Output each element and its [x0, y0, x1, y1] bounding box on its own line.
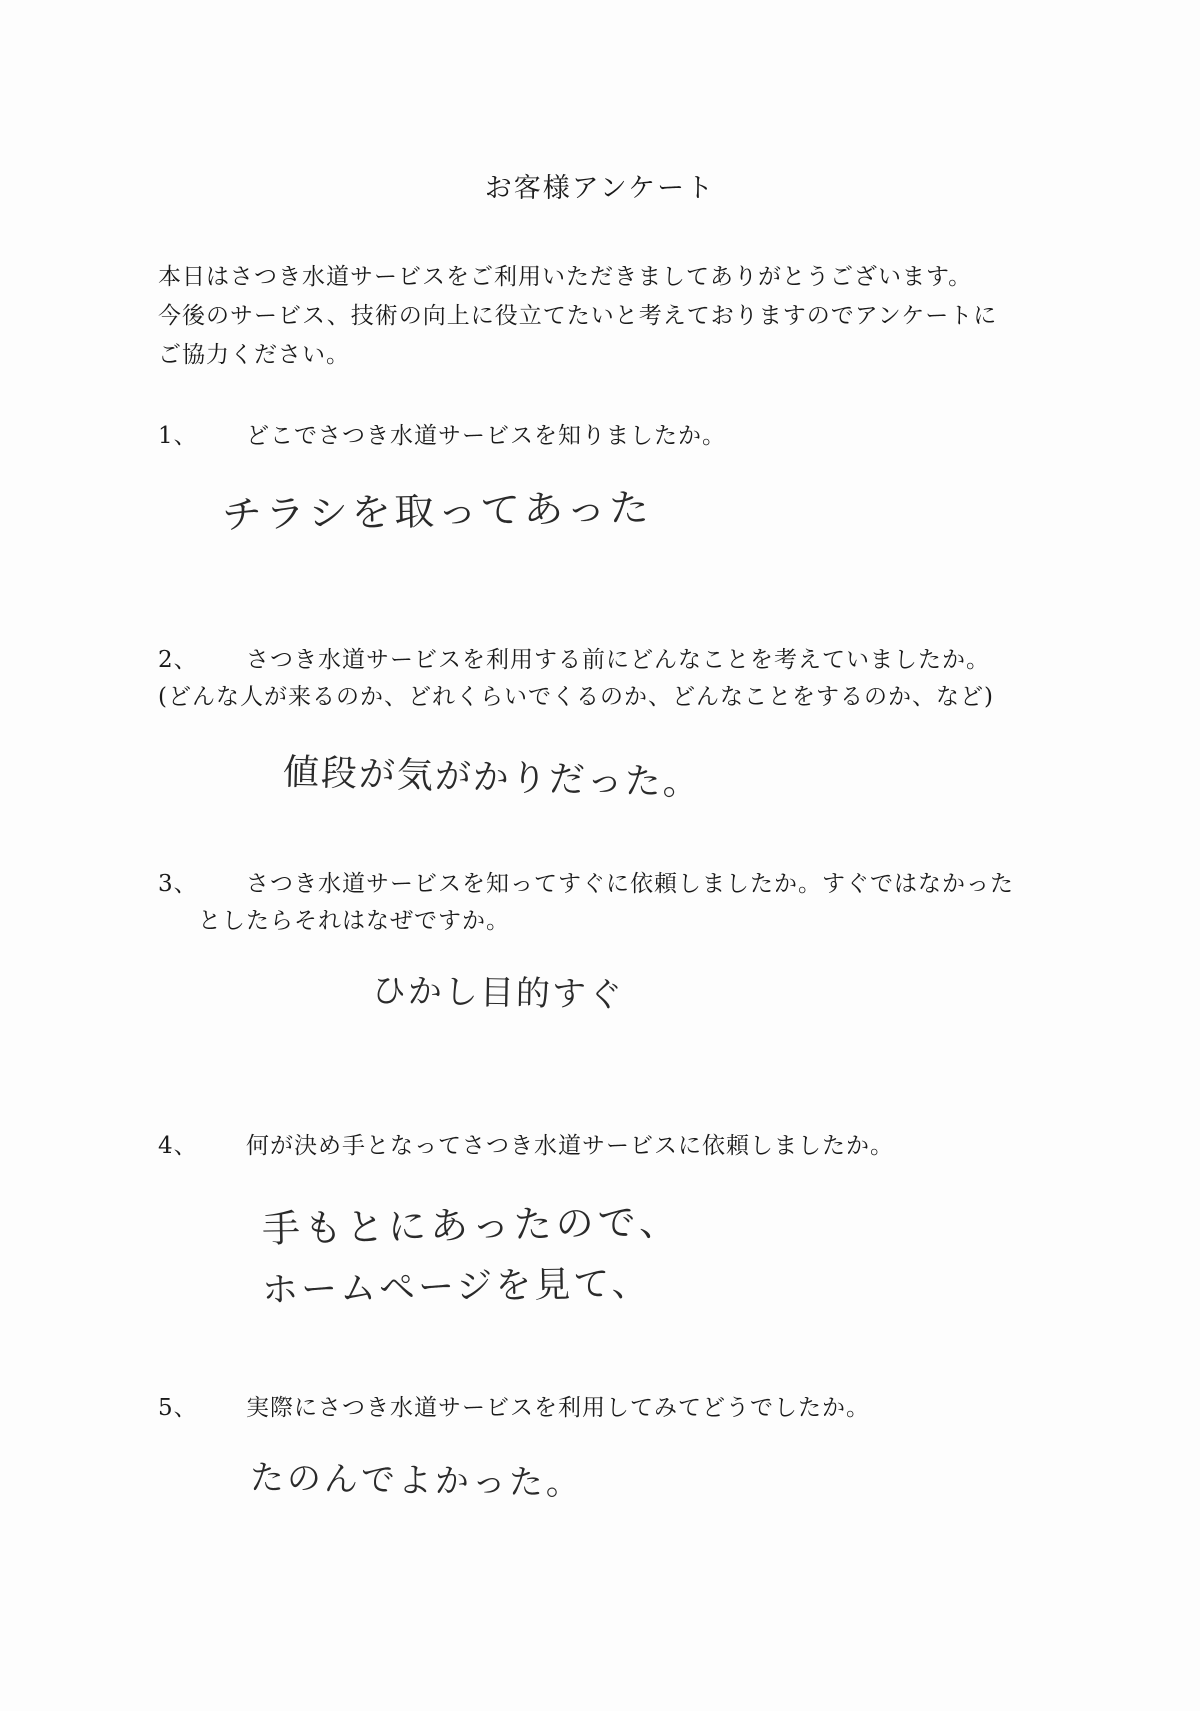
intro-line: ご協力ください。	[158, 342, 350, 368]
intro-text	[158, 258, 1058, 375]
answer-1-handwritten: チラシを取ってあった	[221, 485, 653, 537]
question-number: 2、	[158, 647, 198, 673]
question-subtext: としたらそれはなぜですか。	[198, 908, 510, 934]
question-subtext: (どんな人が来るのか、どれくらいでくるのか、どんなことをするのか、など)	[158, 684, 994, 710]
question-4	[158, 1127, 894, 1160]
question-5	[158, 1389, 870, 1422]
question-text: さつき水道サービスを利用する前にどんなことを考えていましたか。	[246, 647, 990, 673]
question-1	[158, 417, 726, 450]
question-text: どこでさつき水道サービスを知りましたか。	[246, 423, 726, 449]
question-text: 実際にさつき水道サービスを利用してみてどうでしたか。	[246, 1395, 870, 1421]
answer-2-handwritten: 値段が気がかりだった。	[282, 752, 702, 804]
answer-4-handwritten-line-1: 手もとにあったので、	[261, 1199, 682, 1251]
question-number: 3、	[158, 871, 198, 897]
question-3	[158, 865, 1014, 935]
question-text: さつき水道サービスを知ってすぐに依頼しましたか。すぐではなかった	[246, 871, 1014, 897]
question-number: 1、	[158, 423, 198, 449]
question-number: 5、	[158, 1395, 198, 1421]
question-2	[158, 641, 994, 711]
intro-line: 今後のサービス、技術の向上に役立てたいと考えておりますのでアンケートに	[158, 303, 998, 329]
intro-line: 本日はさつき水道サービスをご利用いただきましてありがとうございます。	[158, 264, 973, 290]
answer-4-handwritten-line-2: ホームページを見て、	[261, 1263, 651, 1311]
answer-5-handwritten: たのんでよかった。	[249, 1458, 584, 1504]
question-number: 4、	[158, 1133, 198, 1159]
question-text: 何が決め手となってさつき水道サービスに依頼しましたか。	[246, 1133, 894, 1159]
page-title: お客様アンケート	[484, 173, 716, 204]
answer-3-handwritten: ひかし目的すぐ	[371, 971, 625, 1016]
